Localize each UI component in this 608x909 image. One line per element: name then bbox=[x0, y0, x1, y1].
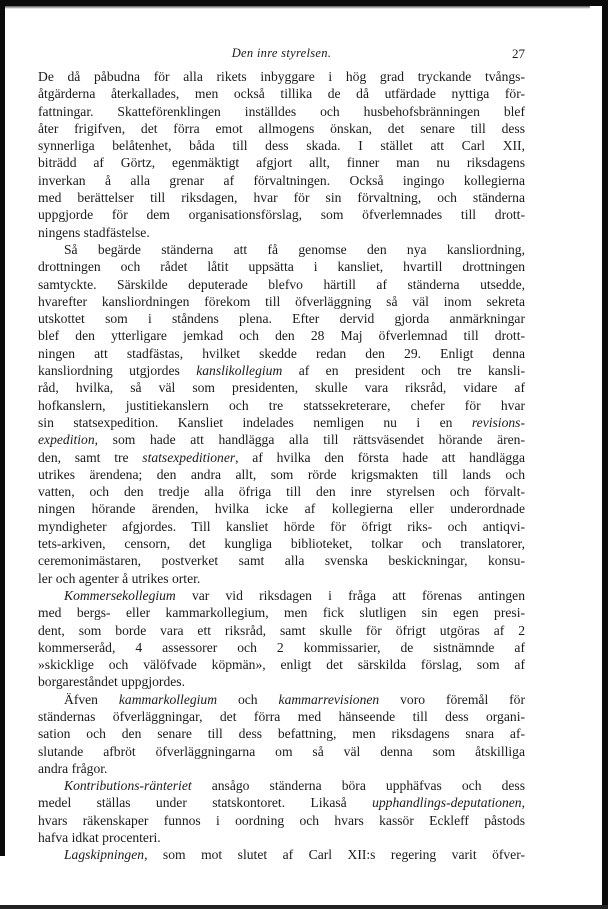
text-line: åtgärderna återkallades, men också tillika de då utfärdade nyttiga för- bbox=[38, 86, 525, 102]
text-line: vatten, och den tredje alla öfriga till den inre styrelsen och förvalt- bbox=[38, 484, 525, 500]
italic-term: upphandlings-deputationen bbox=[372, 795, 522, 811]
text-line: blef den ytterligare jemkad och den 28 Maj öfverlemnad till drott- bbox=[38, 328, 525, 344]
text-line: åter frigifven, det förra emot allmogens önskan, det senare till dess bbox=[38, 120, 525, 136]
italic-term: kanslikollegium bbox=[196, 363, 283, 379]
italic-term: kammarkollegium bbox=[118, 691, 218, 707]
text-line: utrikes ärendena; den andra allt, som rörde krigsmakten till lands och bbox=[38, 466, 525, 482]
text-line: kansliordning utgjordes kanslikollegium af en president och tre kansli- bbox=[38, 363, 525, 379]
italic-term: statsexpeditioner bbox=[142, 449, 236, 465]
text-line: uppgjorde för dem organisationsförslag, som öfverlemnades till drott- bbox=[38, 207, 525, 223]
page-number: 27 bbox=[512, 46, 525, 61]
italic-term: expedition bbox=[38, 432, 95, 448]
text-line: De då påbudna för alla rikets inbyggare i hög grad tryckande tvångs- bbox=[38, 69, 525, 84]
italic-term: Kontributions-ränteriet bbox=[64, 778, 192, 794]
text-line: Lagskipningen, som mot slutet af Carl XII:s regering varit öfver- bbox=[64, 847, 525, 863]
text-line: Så begärde ständerna att få genomse den nya kansliordning, bbox=[64, 241, 525, 257]
scan-edge-right bbox=[602, 4, 608, 909]
text-line: fattningar. Skatteförenklingen inställdes och husbehofsbränningen blef bbox=[38, 103, 525, 119]
italic-term: Kommersekollegium bbox=[64, 587, 176, 603]
text-line: Kommersekollegium var vid riksdagen i fråga att förenas antingen bbox=[64, 587, 525, 603]
text-line: ningens stadfästelse. bbox=[38, 224, 150, 240]
text-line: ningen hörande ärenden, hvilka icke af kollegierna eller underordnade bbox=[38, 501, 525, 517]
text-line: råd, hvilka, så väl som presidenten, skulle vara riksråd, vidare af bbox=[38, 380, 525, 396]
text-line: expedition, som hade att handlägga alla till rättsväsendet hörande ären- bbox=[38, 432, 525, 448]
text-line: hvarefter kansliordningen förekom till öfverläggning så väl inom sekreta bbox=[38, 293, 525, 309]
text-line: med berättelser till riksdagen, hvar för sin förvaltning, och ständerna bbox=[38, 190, 525, 206]
text-line: utskottet som i ståndens plena. Efter dervid gjorda anmärkningar bbox=[38, 311, 525, 327]
text-line: samtyckte. Särskilde deputerade blefvo härtill af ständerna utsedde, bbox=[38, 276, 525, 292]
text-line: med bergs- eller kammarkollegium, men fick slutligen sin egen presi- bbox=[38, 605, 525, 621]
text-line: tets-arkiven, censorn, det kungliga biblioteket, tolkar och translatorer, bbox=[38, 536, 525, 552]
text-line: andra frågor. bbox=[38, 760, 108, 776]
text-line: hvars räkenskaper funnos i oordning och hvars kassör Eckleff påstods bbox=[38, 812, 525, 828]
text-line: biträdd af Görtz, egenmäktigt afgjort allt, finner man nu riksdagens bbox=[38, 155, 525, 171]
text-line: »skicklige och välöfvade köpmän», enligt det särskilda förslag, som af bbox=[38, 657, 525, 673]
text-line: kommerseråd, 4 assessorer och 2 kommissarier, de sistnämnde af bbox=[38, 639, 525, 655]
text-line: hofkanslern, justitiekanslern och tre statssekreterare, chefer för hvar bbox=[38, 397, 525, 413]
text-line: dent, som borde vara ett riksråd, samt skulle för öfrigt utgöras af 2 bbox=[38, 622, 525, 638]
text-line: medel ställas under statskontoret. Likaså upphandlings-deputationen, bbox=[38, 795, 525, 811]
text-line: den, samt tre statsexpeditioner, af hvilka den första hade att handlägga bbox=[38, 449, 525, 465]
text-line: ningen att stadfästas, hvilket skedde redan den 29. Enligt denna bbox=[38, 345, 525, 361]
book-page bbox=[38, 46, 525, 864]
italic-term: kammarrevisionen bbox=[278, 691, 380, 707]
text-line: ständernas öfverläggningar, det förra med hänseende till dess organi- bbox=[38, 708, 525, 724]
scan-edge-bottom bbox=[0, 905, 608, 909]
text-line: synnerliga belåtenhet, båda till dess skada. I stället att Carl XII, bbox=[38, 138, 525, 154]
italic-term: revisions- bbox=[471, 414, 525, 430]
text-line: slutande afbröt öfverläggningarna om så väl denna som åtskilliga bbox=[38, 743, 525, 759]
text-line: hafva idkat procenteri. bbox=[38, 830, 161, 846]
text-line: Äfven kammarkollegium och kammarrevisionen voro föremål för bbox=[64, 691, 525, 707]
text-line: sation och den senare till dess befattning, men riksdagens snara af- bbox=[38, 726, 525, 742]
text-line: drottningen och rådet låtit uppsätta i kansliet, hvartill drottningen bbox=[38, 259, 525, 275]
running-head bbox=[38, 46, 525, 64]
text-line: Kontributions-ränteriet ansågo ständerna böra upphäfvas och dess bbox=[64, 778, 525, 794]
text-line: ler och agenter å utrikes orter. bbox=[38, 570, 201, 586]
running-title: Den inre styrelsen. bbox=[231, 46, 332, 60]
text-line: inverkan å alla grenar af förvaltningen. Också ingingo kollegierna bbox=[38, 172, 525, 188]
scan-edge-shadow bbox=[0, 6, 590, 9]
scan-edge-left bbox=[0, 6, 5, 856]
text-line: borgareståndet uppgjordes. bbox=[38, 674, 185, 690]
body-text bbox=[38, 68, 525, 864]
text-line: myndigheter afgjordes. Till kansliet hörde för öfrigt riks- och antiqvi- bbox=[38, 518, 525, 534]
italic-term: Lagskipningen bbox=[64, 847, 145, 863]
text-line: sin statsexpedition. Kansliet indelades nemligen nu i en revisions- bbox=[38, 414, 525, 430]
text-line: ceremonimästaren, postverket samt alla svenska beskickningar, konsu- bbox=[38, 553, 525, 569]
